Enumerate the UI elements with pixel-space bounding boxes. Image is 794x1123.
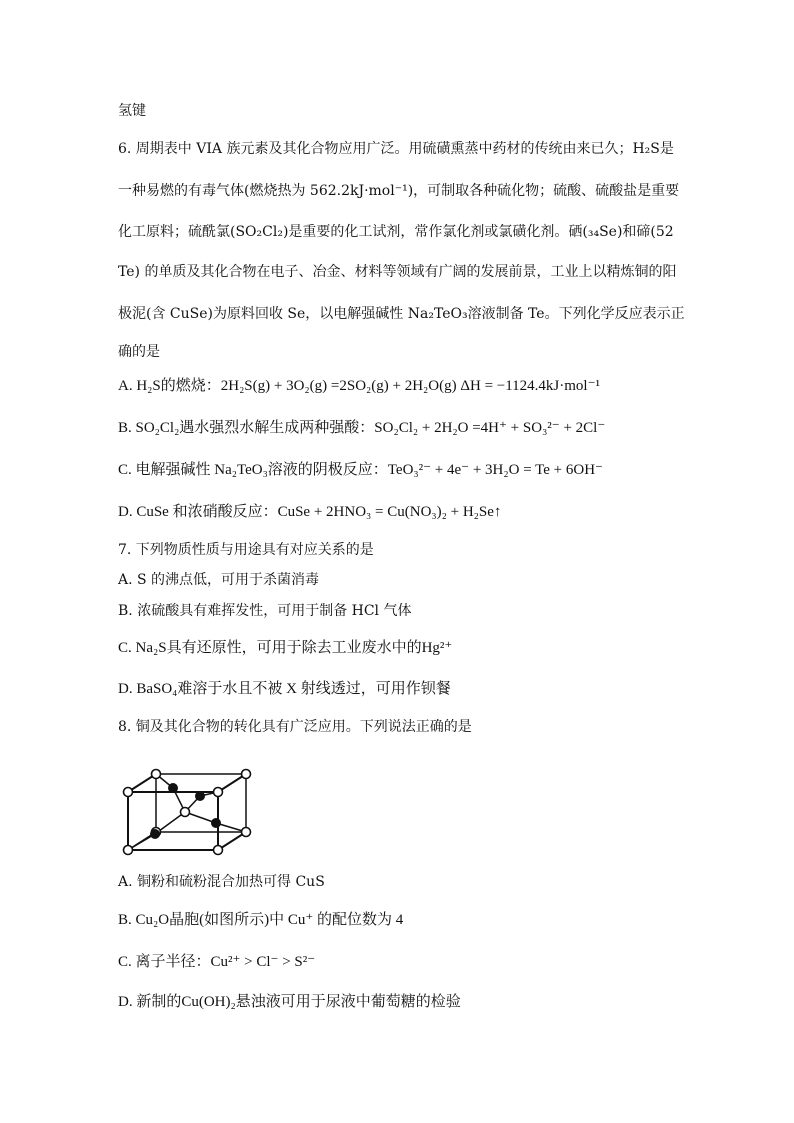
q8-option-a: A. 铜粉和硫粉混合加热可得 CuS [118,874,325,890]
q6-option-a: A. H₂S的燃烧：2H₂S(g) + 3O₂(g) =2SO₂(g) + 2H₂O(g) ΔH = −1124.4kJ·mol⁻¹ [118,378,601,394]
q6-line5: 极泥(含 CuSe)为原料回收 Se，以电解强碱性 Na₂TeO₃溶液制备 Te。下列化学反应表示正 [118,306,685,322]
q6-option-c: C. 电解强碱性 Na₂TeO₃溶液的阴极反应：TeO₃²⁻ + 4e⁻ + 3H₂O = Te + 6OH⁻ [118,462,603,478]
q8-option-d: D. 新制的Cu(OH)₂悬浊液可用于尿液中葡萄糖的检验 [118,994,461,1010]
cu2o-crystal-cell-figure [118,760,258,860]
q7-option-d: D. BaSO₄难溶于水且不被 X 射线透过，可用作钡餐 [118,681,451,697]
q8-option-b: B. Cu₂O晶胞(如图所示)中 Cu⁺ 的配位数为 4 [118,912,404,928]
header-fragment: 氢键 [118,103,146,119]
q8-option-c: C. 离子半径：Cu²⁺ > Cl⁻ > S²⁻ [118,954,316,970]
q6-option-d: D. CuSe 和浓硝酸反应：CuSe + 2HNO₃ = Cu(NO₃)₂ + H₂Se↑ [118,504,502,520]
q8-stem: 8. 铜及其化合物的转化具有广泛应用。下列说法正确的是 [118,719,472,735]
q6-option-b: B. SO₂Cl₂遇水强烈水解生成两种强酸：SO₂Cl₂ + 2H₂O =4H⁺ + SO₃²⁻ + 2Cl⁻ [118,420,606,436]
q6-line4: Te) 的单质及其化合物在电子、冶金、材料等领域有广阔的发展前景，工业上以精炼铜的阳 [118,264,677,280]
q7-option-c: C. Na₂S具有还原性，可用于除去工业废水中的Hg²⁺ [118,640,453,656]
q6-line1: 6. 周期表中 VIA 族元素及其化合物应用广泛。用硫磺熏蒸中药材的传统由来已久；H₂S是 [118,141,674,157]
q6-line6: 确的是 [118,344,160,360]
q7-stem: 7. 下列物质性质与用途具有对应关系的是 [118,542,374,558]
q6-line3: 化工原料；硫酰氯(SO₂Cl₂)是重要的化工试剂，常作氯化剂或氯磺化剂。硒(₃₄Se)和碲(52 [118,224,674,240]
q7-option-a: A. S 的沸点低，可用于杀菌消毒 [118,572,320,588]
q6-line2: 一种易燃的有毒气体(燃烧热为 562.2kJ·mol⁻¹)，可制取各种硫化物；硫酸、硫酸盐是重要 [118,183,680,199]
q7-option-b: B. 浓硫酸具有难挥发性，可用于制备 HCl 气体 [118,603,412,619]
